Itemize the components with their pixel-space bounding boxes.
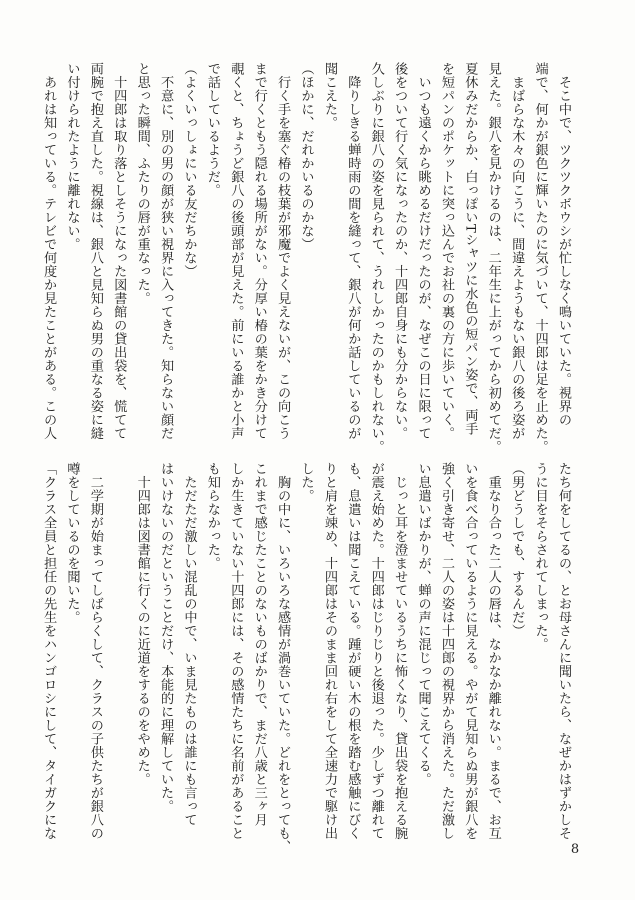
text-line: と思った瞬間、ふたりの唇が重なった。: [134, 62, 150, 305]
text-line: 不意に、別の男の顔が狭い視界に入ってきた。知らない顔だ: [158, 62, 174, 440]
text-block-upper: [41, 62, 575, 454]
text-line: うに目をそらされてしまった。: [532, 462, 548, 651]
text-line: い付けられたように離れない。: [64, 62, 80, 251]
text-line: 行く手を塞ぐ椿の枝葉が邪魔でよく見えないが、この向こう: [275, 62, 291, 440]
text-line: これまで感じたことのないものばかりで、まだ八歳と三ヶ月: [251, 462, 267, 827]
text-line: 強く引き寄せ、二人の姿は十四郎の視界から消えた。ただ激し: [438, 462, 454, 840]
text-line: した。: [298, 462, 314, 503]
text-line: も、息遣いは聞こえている。踵が硬い木の根を踏む感触にびく: [345, 462, 361, 840]
text-line: たち何をしてるの、とお母さんに聞いたら、なぜかはずかしそ: [556, 462, 571, 840]
text-line: 「クラス全員と担任の先生をハンゴロシにして、タイガクにな: [41, 462, 57, 840]
text-line: いを食べ合っているように見える。やがて見知らぬ男が銀八を: [462, 462, 478, 840]
text-line: も知らなかった。: [204, 462, 220, 570]
text-line: 二学期が始まってしばらくして、クラスの子供たちが銀八の: [87, 462, 103, 840]
text-line: [107, 462, 130, 840]
text-line: りと肩を竦め、十四郎はそのまま回れ右をして全速力で駆け出: [321, 462, 337, 840]
text-line: 久しぶりに銀八の姿を見られて、うれしかったのかもしれない。: [368, 62, 384, 454]
text-line: 覗くと、ちょうど銀八の後頭部が見えた。前にいる誰かと小声: [228, 62, 244, 440]
text-line: あれは知っている。テレビで何度か見たことがある。この人: [41, 62, 57, 440]
text-line: まばらな木々の向こうに、間違えようもない銀八の後ろ姿が: [509, 62, 525, 440]
text-line: 重なり合った二人の唇は、なかなか離れない。まるで、お互: [485, 462, 501, 840]
text-line: しか生きていない十四郎には、その感情たちに名前があること: [228, 462, 244, 840]
text-line: （ほかに、だれかいるのかな）: [298, 62, 314, 251]
text-line: ただただ激しい混乱の中で、いま見たものは誰にも言って: [181, 462, 197, 827]
text-line: 見えた。銀八を見かけるのは、二年生に上がってから初めてだ。: [485, 62, 501, 454]
text-line: （男どうしでも、するんだ）: [509, 462, 525, 638]
text-line: 十四郎は取り落としそうになった図書館の貸出袋を、慌てて: [111, 62, 127, 440]
text-line: はいけないのだということだけ、本能的に理解していた。: [158, 462, 174, 813]
text-line: 両腕で抱え直した。視線は、銀八と見知らぬ男の重なる姿に縫: [87, 62, 103, 440]
text-block-lower: [41, 462, 575, 854]
text-line: 端で、何かが銀色に輝いたのに気づいて、十四郎は足を止めた。: [532, 62, 548, 454]
text-line: 聞こえた。: [321, 62, 337, 130]
page-number: 8: [570, 842, 580, 857]
text-line: が震え始めた。十四郎はじりじりと後退った。少しずつ離れて: [368, 462, 384, 840]
text-line: そこ中で、ツクツクボウシが忙しなく鳴いていた。視界の: [556, 62, 571, 427]
text-line: まで行くともう隠れる場所がない。分厚い椿の葉をかき分けて: [251, 62, 267, 440]
text-line: 後をついて行く気になったのか、十四郎自身にも分からない。: [392, 62, 408, 440]
text-line: （よくいっしょにいる友だちかな）: [181, 62, 197, 278]
text-line: を短パンのポケットに突っ込んでお社の裏の方に歩いていく。: [438, 62, 454, 440]
text-line: いつも遠くから眺めるだけだったのが、なぜこの日に限って: [415, 62, 431, 440]
text-line: 胸の中に、いろいろな感情が渦巻いていた。どれをとっても、: [275, 462, 291, 854]
text-line: じっと耳を澄ませているうちに怖くなり、貸出袋を抱える腕: [392, 462, 408, 840]
text-line: 夏休みだからか、白っぽいTシャツに水色の短パン姿で、両手: [462, 62, 478, 436]
text-line: い息遣いばかりが、蝉の声に混じって聞こえてくる。: [415, 462, 431, 786]
text-line: で話しているようだ。: [204, 62, 220, 197]
text-line: 十四郎は図書館に行くのに近道をするのをやめた。: [134, 462, 150, 786]
text-line: 噂をしているのを聞いた。: [64, 462, 80, 624]
text-line: 降りしきる蝉時雨の間を縫って、銀八が何か話しているのが: [345, 62, 361, 440]
